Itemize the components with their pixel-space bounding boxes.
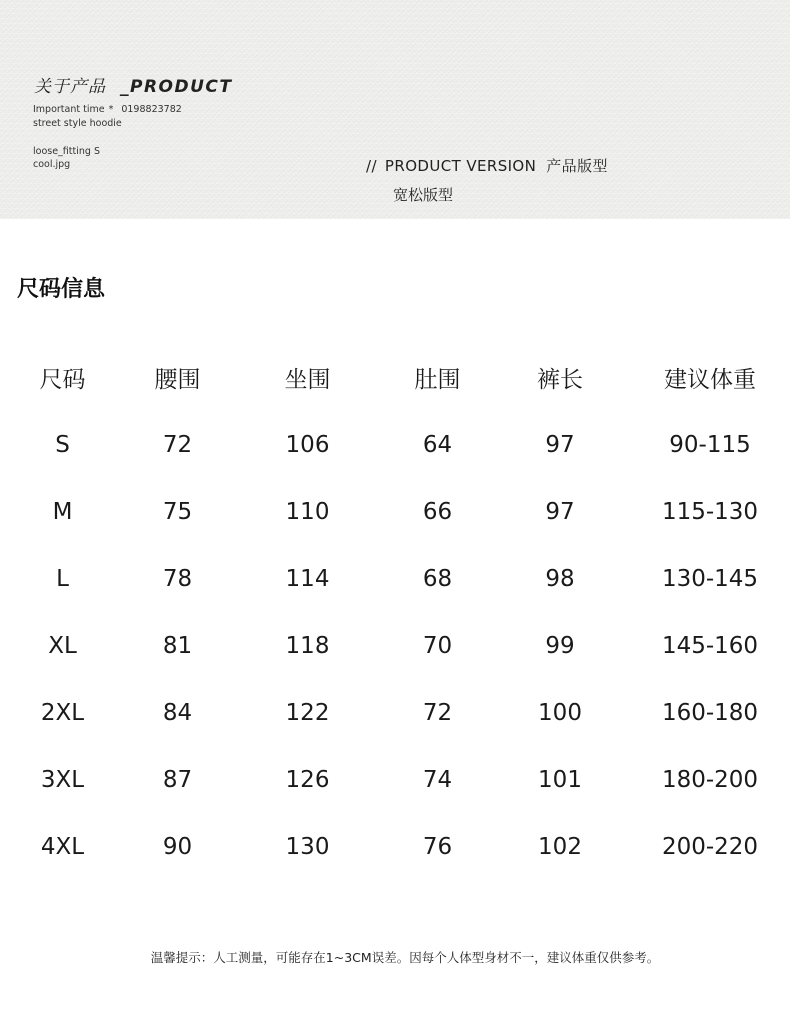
meta-style xyxy=(33,118,122,130)
header-belly: 肚围 xyxy=(414,367,461,393)
banner-heading-en: _PRODUCT xyxy=(120,77,233,97)
cell-size: 3XL xyxy=(40,766,85,793)
cell-belly: 66 xyxy=(422,498,453,525)
header-size: 尺码 xyxy=(39,367,86,393)
cell-hip: 110 xyxy=(285,498,330,525)
cell-weight: 145-160 xyxy=(661,632,759,659)
cell-belly: 68 xyxy=(422,565,453,592)
header-length: 裤长 xyxy=(537,367,583,393)
size-table xyxy=(0,344,790,880)
cell-waist: 78 xyxy=(162,565,193,592)
cell-length: 97 xyxy=(545,498,575,525)
table-row xyxy=(0,746,790,813)
meta-file xyxy=(33,159,70,171)
section-title: 尺码信息 xyxy=(17,277,106,302)
cell-hip: 130 xyxy=(285,833,330,860)
cell-hip: 122 xyxy=(285,699,330,726)
meta-label: loose_fitting S xyxy=(33,146,100,157)
cell-size: L xyxy=(56,565,69,592)
table-header-row xyxy=(0,344,790,411)
table-row xyxy=(0,545,790,612)
cell-hip: 118 xyxy=(285,632,330,659)
banner-heading xyxy=(34,72,233,97)
cell-weight: 160-180 xyxy=(661,699,759,726)
header-waist: 腰围 xyxy=(154,367,201,393)
cell-hip: 106 xyxy=(285,431,330,458)
banner-heading-cn: 关于产品 xyxy=(34,77,106,97)
header-hip: 坐围 xyxy=(284,367,331,393)
cell-weight: 130-145 xyxy=(661,565,759,592)
cell-weight: 200-220 xyxy=(661,833,759,860)
meta-label: street style hoodie xyxy=(33,118,122,129)
cell-belly: 64 xyxy=(422,431,453,458)
meta-important-time xyxy=(33,104,182,116)
asterisk-mark: * xyxy=(108,104,114,115)
cell-waist: 90 xyxy=(162,833,193,860)
cell-size: 2XL xyxy=(40,699,85,726)
cell-belly: 76 xyxy=(422,833,453,860)
cell-length: 102 xyxy=(538,833,582,860)
cell-waist: 72 xyxy=(162,431,193,458)
product-version-line xyxy=(366,155,608,176)
product-version-value: 宽松版型 xyxy=(393,186,454,204)
cell-size: XL xyxy=(48,632,77,659)
cell-size: M xyxy=(52,498,73,525)
cell-weight: 180-200 xyxy=(661,766,759,793)
cell-length: 99 xyxy=(545,632,575,659)
table-row xyxy=(0,679,790,746)
cell-waist: 81 xyxy=(162,632,193,659)
cell-length: 100 xyxy=(538,699,582,726)
cell-waist: 84 xyxy=(162,699,193,726)
cell-size: 4XL xyxy=(40,833,85,860)
product-version-cn: 产品版型 xyxy=(546,157,608,175)
slash-divider: // xyxy=(366,157,377,175)
cell-size: S xyxy=(55,431,70,458)
meta-value: 0198823782 xyxy=(121,104,182,115)
meta-label: Important time xyxy=(33,104,105,115)
cell-length: 97 xyxy=(545,431,575,458)
table-row xyxy=(0,478,790,545)
table-row xyxy=(0,612,790,679)
cell-waist: 75 xyxy=(162,498,193,525)
cell-belly: 70 xyxy=(422,632,453,659)
cell-weight: 90-115 xyxy=(669,431,751,458)
meta-fit xyxy=(33,146,100,158)
product-banner xyxy=(0,0,790,219)
table-row xyxy=(0,411,790,478)
cell-weight: 115-130 xyxy=(661,498,759,525)
cell-hip: 114 xyxy=(285,565,330,592)
cell-belly: 72 xyxy=(422,699,453,726)
product-version-en: PRODUCT VERSION xyxy=(384,157,537,175)
table-row xyxy=(0,813,790,880)
cell-length: 101 xyxy=(538,766,582,793)
cell-hip: 126 xyxy=(285,766,330,793)
measurement-note: 温馨提示：人工测量，可能存在1~3CM误差。因每个人体型身材不一，建议体重仅供参考。 xyxy=(150,950,660,965)
header-weight: 建议体重 xyxy=(664,367,756,393)
cell-length: 98 xyxy=(545,565,575,592)
cell-waist: 87 xyxy=(162,766,193,793)
cell-belly: 74 xyxy=(422,766,453,793)
meta-label: cool.jpg xyxy=(33,159,71,170)
